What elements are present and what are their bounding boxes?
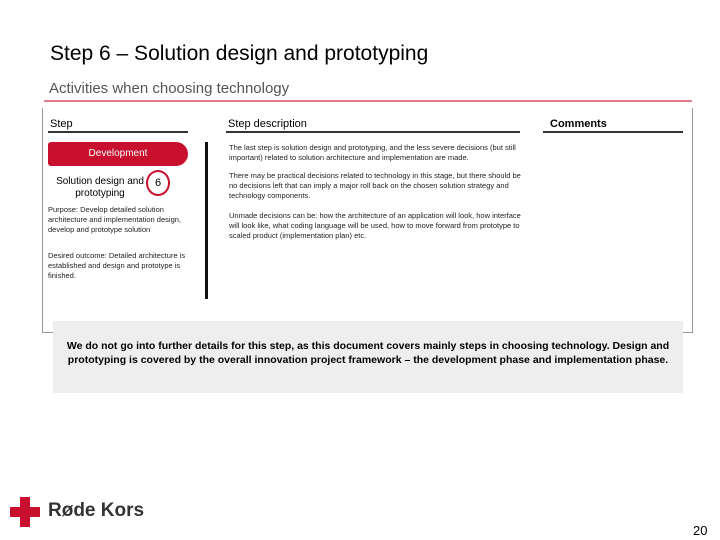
description-paragraph: The last step is solution design and prototyping, and the less severe decisions (but still important) related to solution architecture and implementation are made. — [229, 143, 516, 162]
subtitle-divider — [44, 100, 692, 102]
page-number: 20 — [693, 523, 708, 538]
step-purpose: Purpose: Develop detailed solution architecture and implementation design, develop and prototype solution — [48, 205, 181, 234]
description-paragraph: There may be practical decisions related to technology in this stage, but there should be no decisions left that can imply a major roll back on the chosen solution strategy and technology components. — [229, 171, 521, 200]
column-header-comments: Comments — [550, 118, 607, 130]
note-text: We do not go into further details for this step, as this document covers mainly steps in choosing technology. Design and prototyping is covered by the overall innovation project framework – the development phase and implementation phase. — [66, 340, 670, 366]
page-title: Step 6 – Solution design and prototyping — [50, 42, 429, 65]
step-name: Solution design and prototyping — [56, 176, 144, 199]
red-cross-icon — [10, 497, 40, 527]
logo-text: Røde Kors — [48, 500, 145, 521]
column-header-description: Step description — [228, 118, 307, 130]
column-header-step: Step — [50, 118, 73, 130]
description-paragraph: Unmade decisions can be: how the architecture of an application will look, how interface will look like, what coding language will be used, how to move forward from prototype to scaled product (implementation plan) etc. — [229, 211, 521, 240]
column-rule-step — [48, 131, 188, 133]
column-rule-description — [226, 131, 520, 133]
column-rule-comments — [543, 131, 683, 133]
step-number-badge: 6 — [146, 170, 170, 196]
phase-banner: Development — [48, 142, 188, 166]
page-subtitle: Activities when choosing technology — [49, 80, 290, 97]
step-outcome: Desired outcome: Detailed architecture is established and design and prototype is finished. — [48, 251, 186, 280]
column-separator — [205, 142, 208, 299]
